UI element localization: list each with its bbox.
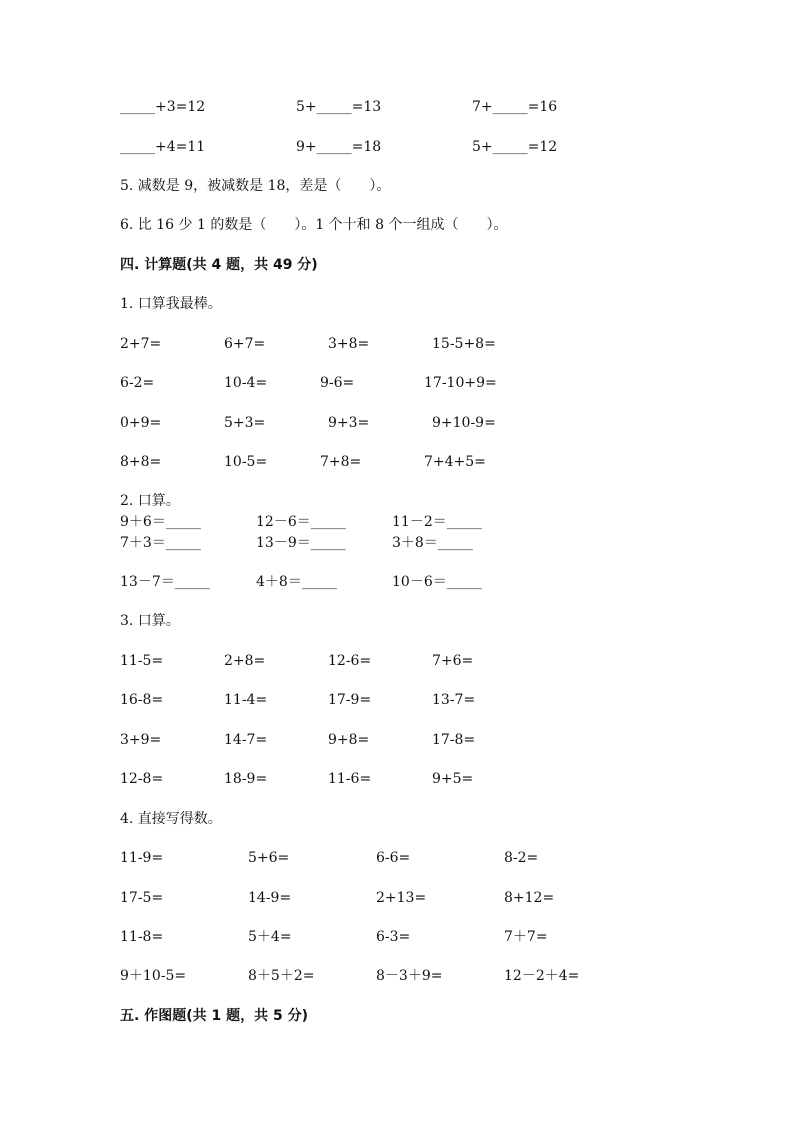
arith-item: 12－2＋4=: [504, 968, 580, 984]
arith-item: 6+7=: [224, 336, 266, 352]
section-5-title: 五. 作图题(共 1 题，共 5 分): [120, 1008, 308, 1024]
arith-item: 15-5+8=: [432, 336, 496, 352]
arith-item: 7＋7=: [504, 929, 548, 945]
arith-item: 8－3＋9=: [376, 968, 443, 984]
arith-item: 7+8=: [320, 454, 362, 470]
arith-item: 7+4+5=: [424, 454, 486, 470]
arith-item: 10－6＝_____: [392, 574, 482, 590]
s4-q4-title: 4. 直接写得数。: [120, 811, 222, 827]
arith-item: 14-9=: [248, 890, 292, 906]
arith-item: 6-2=: [120, 375, 155, 391]
arith-item: 3+9=: [120, 732, 162, 748]
arith-item: 14-7=: [224, 732, 268, 748]
question-6: 6. 比 16 少 1 的数是（ ）。1 个十和 8 个一组成（ ）。: [120, 217, 508, 233]
arith-item: 12-8=: [120, 771, 164, 787]
arith-item: 2+13=: [376, 890, 427, 906]
s4-q1-title: 1. 口算我最棒。: [120, 296, 222, 312]
arith-item: 2+7=: [120, 336, 162, 352]
arith-item: 17-5=: [120, 890, 164, 906]
arith-item: 13-7=: [432, 692, 476, 708]
arith-item: 13－7＝_____: [120, 574, 210, 590]
arith-item: 5＋4=: [248, 929, 292, 945]
arith-item: 7+6=: [432, 653, 474, 669]
arith-item: 10-4=: [224, 375, 268, 391]
arith-item: 8＋5＋2=: [248, 968, 315, 984]
arith-item: 8+12=: [504, 890, 555, 906]
arith-item: 2+8=: [224, 653, 266, 669]
arith-item: 18-9=: [224, 771, 268, 787]
fill-problem: 5+_____=13: [296, 99, 382, 115]
fill-problem: 9+_____=18: [296, 139, 382, 155]
s4-q3-title: 3. 口算。: [120, 613, 180, 629]
arith-item: 11-9=: [120, 850, 164, 866]
arith-item: 3＋8＝_____: [392, 535, 473, 551]
fill-problem: 7+_____=16: [472, 99, 558, 115]
arith-item: 9+3=: [328, 415, 370, 431]
arith-item: 3+8=: [328, 336, 370, 352]
arith-item: 17-10+9=: [424, 375, 497, 391]
arith-item: 7＋3＝_____: [120, 535, 201, 551]
arith-item: 12－6＝_____: [256, 514, 346, 530]
arith-item: 11-5=: [120, 653, 164, 669]
s4-q2-title: 2. 口算。: [120, 493, 180, 509]
arith-item: 17-9=: [328, 692, 372, 708]
arith-item: 8+8=: [120, 454, 162, 470]
arith-item: 9＋6＝_____: [120, 514, 201, 530]
arith-item: 17-8=: [432, 732, 476, 748]
arith-item: 4＋8＝_____: [256, 574, 337, 590]
arith-item: 8-2=: [504, 850, 539, 866]
arith-item: 0+9=: [120, 415, 162, 431]
arith-item: 9+5=: [432, 771, 474, 787]
arith-item: 5+3=: [224, 415, 266, 431]
arith-item: 9+8=: [328, 732, 370, 748]
arith-item: 6-3=: [376, 929, 411, 945]
question-5: 5. 减数是 9，被减数是 18，差是（ ）。: [120, 178, 391, 194]
arith-item: 11-6=: [328, 771, 372, 787]
arith-item: 10-5=: [224, 454, 268, 470]
arith-item: 9-6=: [320, 375, 355, 391]
arith-item: 6-6=: [376, 850, 411, 866]
fill-problem: _____+3=12: [120, 99, 206, 115]
fill-problem: _____+4=11: [120, 139, 206, 155]
section-4-title: 四. 计算题(共 4 题，共 49 分): [120, 257, 318, 273]
arith-item: 13－9＝_____: [256, 535, 346, 551]
arith-item: 16-8=: [120, 692, 164, 708]
arith-item: 11-4=: [224, 692, 268, 708]
arith-item: 12-6=: [328, 653, 372, 669]
arith-item: 11－2＝_____: [392, 514, 482, 530]
arith-item: 9＋10-5=: [120, 968, 187, 984]
fill-problem: 5+_____=12: [472, 139, 558, 155]
arith-item: 5+6=: [248, 850, 290, 866]
arith-item: 9+10-9=: [432, 415, 496, 431]
arith-item: 11-8=: [120, 929, 164, 945]
